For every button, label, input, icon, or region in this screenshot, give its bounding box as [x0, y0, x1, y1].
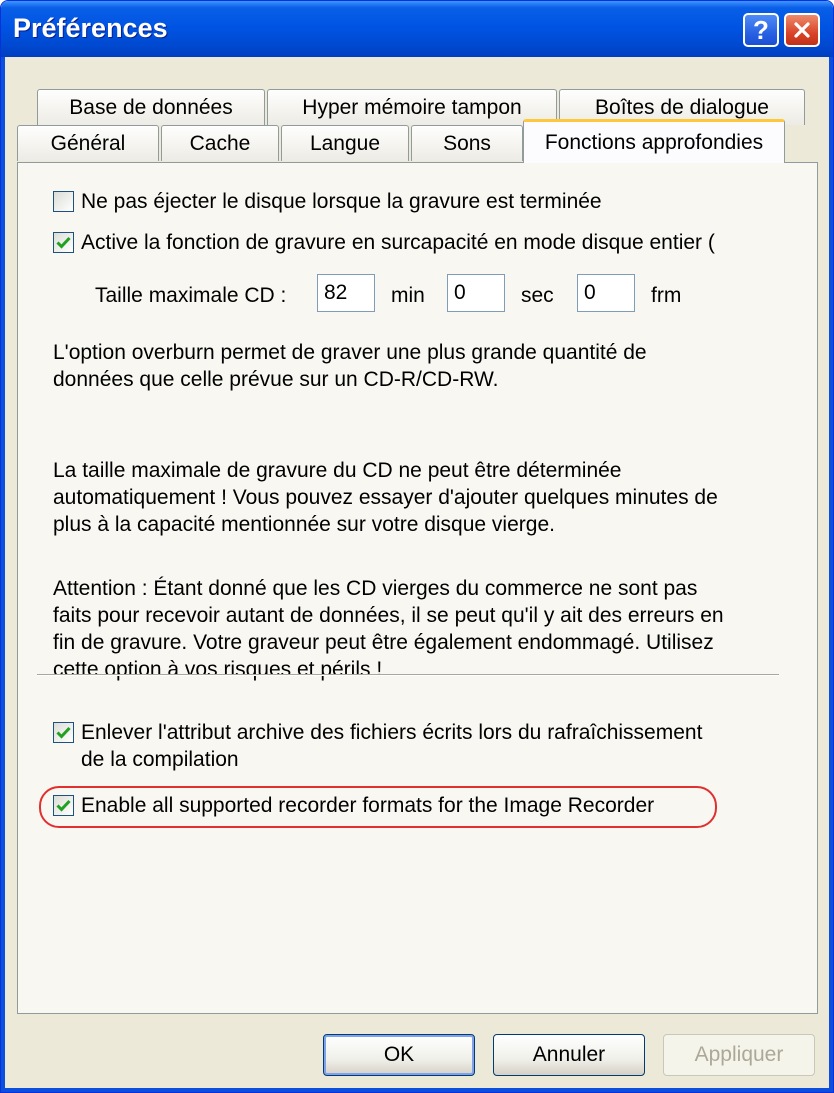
warning-text-line: cette option à vos risques et périls !: [53, 658, 383, 681]
tab-base-de-donnees[interactable]: Base de données: [37, 89, 265, 125]
help-icon: ?: [753, 14, 769, 45]
overburn-description-line: données que celle prévue sur un CD-R/CD-RW.: [53, 368, 499, 391]
no-eject-checkbox[interactable]: [53, 191, 74, 212]
max-size-description: [53, 457, 718, 538]
highlight-annotation: [39, 786, 717, 828]
max-size-frm-input[interactable]: [577, 274, 635, 312]
max-size-description-line: automatiquement ! Vous pouvez essayer d'ajouter quelques minutes de: [53, 486, 718, 509]
checkmark-icon: [56, 726, 71, 739]
tab-boites-de-dialogue[interactable]: Boîtes de dialogue: [559, 89, 805, 125]
sec-unit-label: sec: [521, 284, 554, 307]
warning-text-line: fin de gravure. Votre graveur peut être également endommagé. Utilisez: [53, 631, 714, 654]
tab-fonctions-approfondies[interactable]: Fonctions approfondies: [523, 119, 785, 163]
overburn-checkbox[interactable]: [53, 232, 74, 253]
overburn-option[interactable]: [53, 229, 715, 256]
min-unit-label: min: [391, 284, 425, 307]
warning-text-line: Attention : Étant donné que les CD vierges du commerce ne sont pas: [53, 577, 698, 600]
tab-cache[interactable]: Cache: [161, 125, 279, 161]
image-recorder-label: Enable all supported recorder formats for the Image Recorder: [81, 794, 655, 817]
tab-sons[interactable]: Sons: [411, 125, 523, 161]
archive-attr-checkbox[interactable]: [53, 722, 74, 743]
ok-button[interactable]: OK: [323, 1034, 475, 1076]
overburn-description: [53, 339, 647, 393]
cancel-button[interactable]: Annuler: [493, 1034, 645, 1076]
warning-text: [53, 575, 724, 683]
tab-general[interactable]: Général: [17, 125, 159, 161]
window-title: Préférences: [13, 13, 168, 43]
max-size-description-line: plus à la capacité mentionnée sur votre disque vierge.: [53, 513, 555, 536]
archive-attr-label: [81, 719, 702, 773]
max-size-description-line: La taille maximale de gravure du CD ne peut être déterminée: [53, 459, 622, 482]
tab-hyper-memoire-tampon[interactable]: Hyper mémoire tampon: [267, 89, 557, 125]
panel-content: [1, 1, 834, 1093]
max-size-sec-input[interactable]: [447, 274, 505, 312]
max-size-label: Taille maximale CD :: [95, 284, 287, 307]
no-eject-label: Ne pas éjecter le disque lorsque la gravure est terminée: [81, 190, 602, 213]
overburn-label: Active la fonction de gravure en surcapacité en mode disque entier (: [81, 231, 715, 254]
no-eject-option[interactable]: [53, 188, 602, 215]
archive-attr-option[interactable]: [53, 719, 702, 773]
tab-langue[interactable]: Langue: [281, 125, 409, 161]
max-size-min-input[interactable]: [317, 274, 375, 312]
checkmark-icon: [56, 236, 71, 249]
archive-attr-label-line1: Enlever l'attribut archive des fichiers écrits lors du rafraîchissement: [81, 721, 703, 744]
frm-unit-label: frm: [651, 284, 682, 307]
overburn-description-line: L'option overburn permet de graver une plus grande quantité de: [53, 341, 647, 364]
separator: [37, 674, 779, 676]
apply-button[interactable]: Appliquer: [663, 1034, 815, 1076]
archive-attr-label-line2: de la compilation: [81, 748, 239, 771]
warning-text-line: faits pour recevoir autant de données, il se peut qu'il y ait des erreurs en: [53, 604, 724, 627]
